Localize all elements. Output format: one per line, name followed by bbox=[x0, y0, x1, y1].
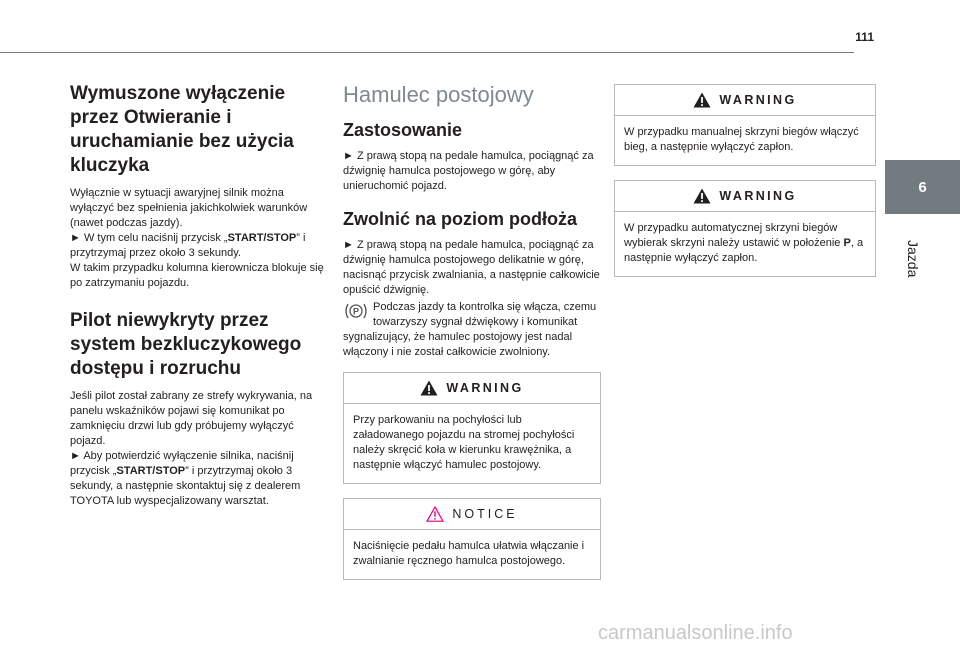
notice-box bbox=[343, 498, 601, 580]
column-right bbox=[614, 84, 876, 291]
paragraph: ► Z prawą stopą na pedale hamulca, pociągnąć za dźwignię hamulca postojowego delikatnie w górę, nacisnąć przycisk zwalniania, a następnie całkowicie opuścić dźwignię. bbox=[343, 239, 600, 296]
page-heading-parking-brake: Hamulec postojowy bbox=[343, 82, 534, 107]
paragraph: W takim przypadku kolumna kierownicza blokuje się po zatrzymaniu pojazdu. bbox=[70, 262, 324, 289]
warning-box bbox=[343, 372, 601, 484]
paragraph: Jeśli pilot został zabrany ze strefy wykrywania, na panelu wskaźników pojawi się komunikat po zamknięciu drzwi lub gdy próbujemy wyłączyć pojazd. ► Aby potwierdzić wyłączenie silnika, naciśnij przycisk „START/STOP” i przytrzymaj około 3 sekundy, a następnie skontaktuj się z dealerem TOYOTA lub wyspecjalizowany warsztat. bbox=[70, 390, 313, 507]
watermark-text: carmanualsonline.info bbox=[598, 622, 793, 644]
section-title-releasing: Zwolnić na poziom podłoża bbox=[343, 209, 577, 229]
warning-box-automatic bbox=[614, 180, 876, 277]
section-title-forced-shutdown: Wymuszone wyłączenie przez Otwieranie i uruchamianie bez użycia kluczyka bbox=[70, 83, 294, 176]
column-middle bbox=[343, 82, 601, 594]
warning-text: W przypadku automatycznej skrzyni biegów wybierak skrzyni należy ustawić w położenie P, a następnie wyłączyć zapłon. bbox=[624, 222, 864, 264]
header-rule bbox=[0, 52, 854, 53]
parking-brake-warning-lamp-icon bbox=[343, 301, 369, 321]
section-title-applying: Zastosowanie bbox=[343, 120, 463, 140]
chapter-tab[interactable] bbox=[885, 160, 960, 214]
gear-position-p: P bbox=[843, 237, 851, 249]
warning-triangle-icon bbox=[420, 380, 438, 396]
svg-text:P: P bbox=[352, 306, 360, 317]
chapter-label: Jazda bbox=[905, 240, 921, 278]
warning-triangle-icon bbox=[693, 92, 711, 108]
notice-text: Naciśnięcie pedału hamulca ułatwia włączanie i zwalnianie ręcznego hamulca postojowego. bbox=[353, 540, 585, 567]
notice-triangle-icon bbox=[426, 506, 444, 522]
chapter-number: 6 bbox=[918, 178, 927, 196]
start-stop-label: START/STOP bbox=[116, 465, 186, 477]
paragraph: ► W tym celu naciśnij przycisk „START/STOP” i przytrzymaj przez około 3 sekundy. bbox=[70, 232, 306, 259]
paragraph: Wyłącznie w sytuacji awaryjnej silnik można wyłączyć bez spełnienia jakichkolwiek warunków (nawet podczas jazdy). bbox=[70, 187, 308, 229]
start-stop-label: START/STOP bbox=[227, 232, 297, 244]
warning-label: WARNING bbox=[446, 381, 524, 395]
warning-label: WARNING bbox=[719, 93, 797, 107]
warning-text: W przypadku manualnej skrzyni biegów włączyć bieg, a następnie wyłączyć zapłon. bbox=[624, 126, 859, 153]
warning-box-manual bbox=[614, 84, 876, 166]
section-title-remote-not-detected: Pilot niewykryty przez system bezkluczykowego dostępu i rozruchu bbox=[70, 310, 302, 379]
column-left bbox=[70, 82, 326, 519]
notice-label: NOTICE bbox=[452, 507, 518, 521]
paragraph: ► Z prawą stopą na pedale hamulca, pociągnąć za dźwignię hamulca postojowego w górę, aby unieruchomić pojazd. bbox=[343, 150, 594, 192]
warning-triangle-icon bbox=[693, 188, 711, 204]
page-number: 111 bbox=[855, 30, 874, 44]
paragraph: P Podczas jazdy ta kontrolka się włącza, czemu towarzyszy sygnał dźwiękowy i komunikat sygnalizujący, że hamulec postojowy jest nadal włączony i nie został całkowicie zwolniony. bbox=[343, 301, 597, 358]
warning-text: Przy parkowaniu na pochyłości lub załadowanego pojazdu na stromej pochyłości należy skręcić koła w kierunku krawężnika, a następnie włączyć hamulec postojowy. bbox=[353, 414, 575, 471]
warning-label: WARNING bbox=[719, 189, 797, 203]
